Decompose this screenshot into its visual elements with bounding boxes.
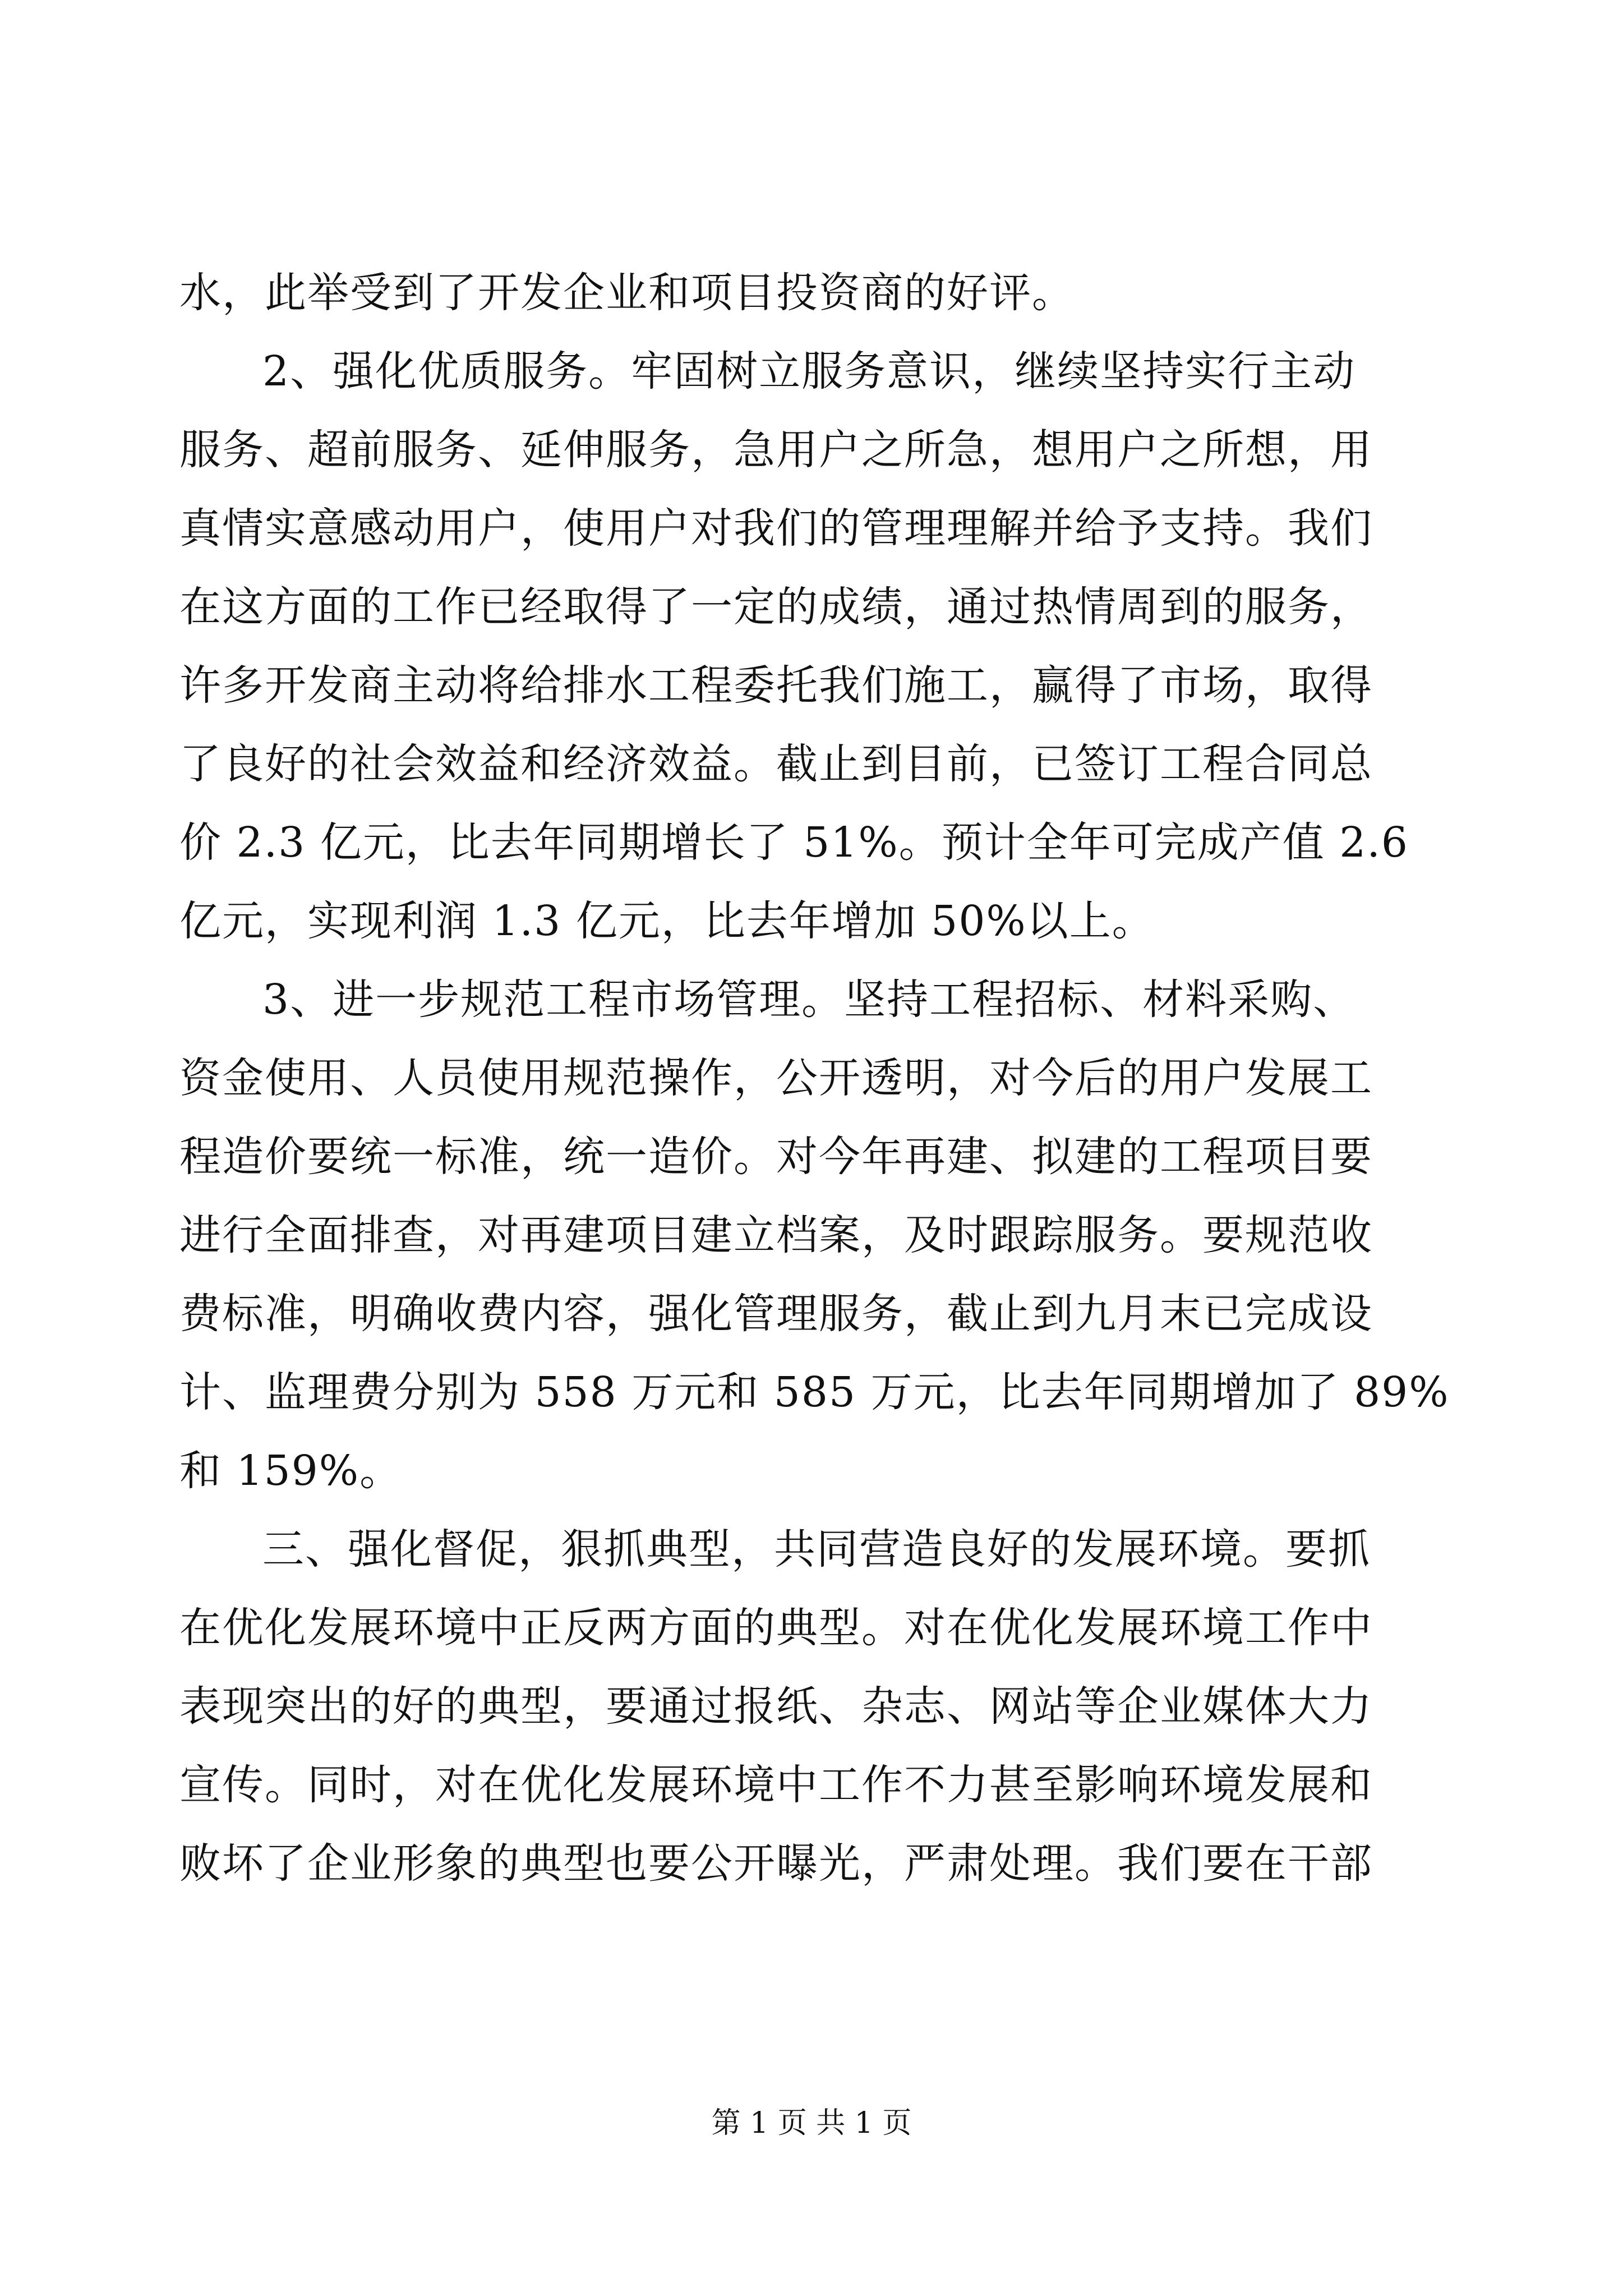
text-line: 和 159%。 [179, 1447, 403, 1495]
text-line: 服务、超前服务、延伸服务，急用户之所急，想用户之所想，用 [179, 426, 1373, 474]
text-line: 水，此举受到了开发企业和项目投资商的好评。 [179, 269, 1075, 317]
text-line: 程造价要统一标准，统一造价。对今年再建、拟建的工程项目要 [179, 1133, 1373, 1181]
text-line: 了良好的社会效益和经济效益。截止到目前，已签订工程合同总 [179, 740, 1373, 788]
text-line: 表现突出的好的典型，要通过报纸、杂志、网站等企业媒体大力 [179, 1682, 1373, 1731]
text-line: 许多开发商主动将给排水工程委托我们施工，赢得了市场，取得 [179, 661, 1373, 710]
text-line: 价 2.3 亿元，比去年同期增长了 51%。预计全年可完成产值 2.6 [179, 818, 1409, 867]
text-line: 费标准，明确收费内容，强化管理服务，截止到九月末已完成设 [179, 1290, 1373, 1338]
text-line: 在这方面的工作已经取得了一定的成绩，通过热情周到的服务， [179, 583, 1373, 631]
text-line: 败坏了企业形象的典型也要公开曝光，严肃处理。我们要在干部 [179, 1839, 1373, 1888]
text-line: 资金使用、人员使用规范操作，公开透明，对今后的用户发展工 [179, 1054, 1373, 1102]
text-line: 3、进一步规范工程市场管理。坚持工程招标、材料采购、 [262, 976, 1356, 1024]
page-footer: 第 1 页 共 1 页 [711, 2106, 912, 2140]
text-line: 在优化发展环境中正反两方面的典型。对在优化发展环境工作中 [179, 1604, 1373, 1652]
text-line: 宣传。同时，对在优化发展环境中工作不力甚至影响环境发展和 [179, 1761, 1373, 1809]
text-line: 三、强化督促，狠抓典型，共同营造良好的发展环境。要抓 [262, 1525, 1371, 1573]
text-line: 亿元，实现利润 1.3 亿元，比去年增加 50%以上。 [179, 897, 1155, 945]
text-line: 进行全面排查，对再建项目建立档案，及时跟踪服务。要规范收 [179, 1211, 1373, 1259]
text-line: 真情实意感动用户，使用户对我们的管理理解并给予支持。我们 [179, 504, 1373, 553]
text-line: 2、强化优质服务。牢固树立服务意识，继续坚持实行主动 [262, 347, 1356, 395]
text-line: 计、监理费分别为 558 万元和 585 万元，比去年同期增加了 89% [179, 1368, 1450, 1416]
